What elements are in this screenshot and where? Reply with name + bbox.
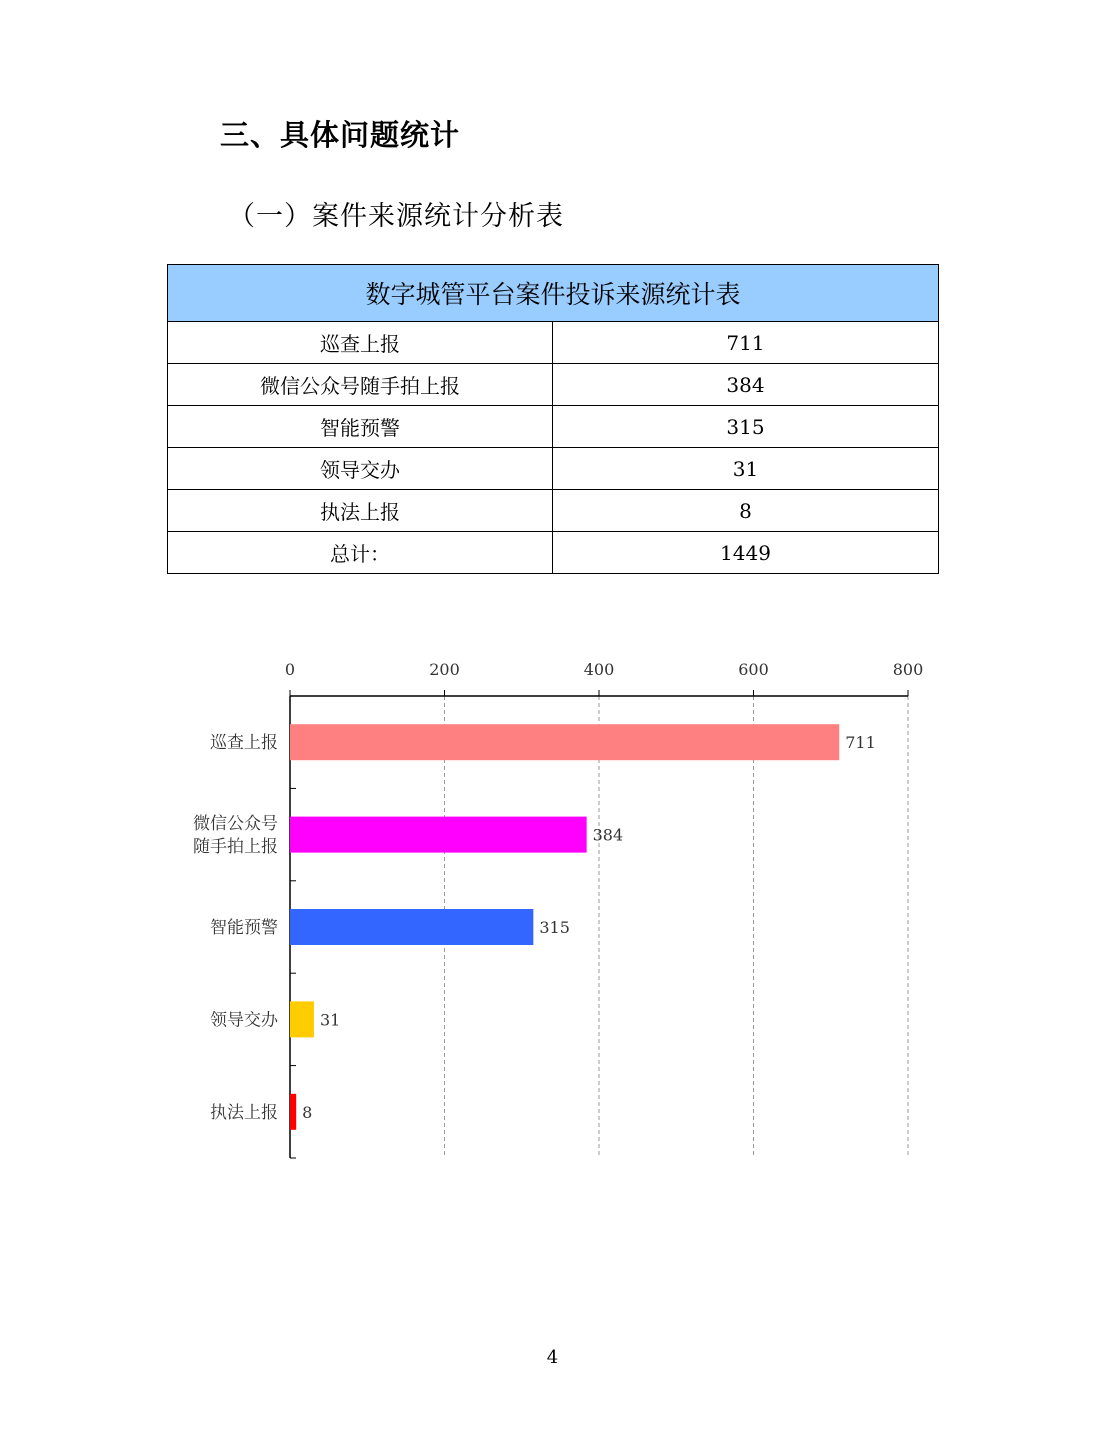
page-number: 4: [546, 1347, 559, 1368]
count-cell: 31: [553, 448, 939, 490]
bar-value-label: 711: [845, 733, 876, 753]
x-tick-label: 0: [284, 660, 296, 679]
total-value-cell: 1449: [553, 532, 939, 574]
count-cell: 384: [553, 364, 939, 406]
count-cell: 711: [553, 322, 939, 364]
table-row: [168, 490, 939, 532]
bar: [290, 817, 587, 853]
table-row: [168, 406, 939, 448]
source-bar-chart: [160, 640, 960, 1180]
bar-value-label: 315: [539, 918, 570, 937]
category-label: 智能预警: [210, 918, 278, 938]
table-row: [168, 364, 939, 406]
bar-value-label: 31: [319, 1010, 341, 1030]
source-cell: 微信公众号随手拍上报: [168, 364, 553, 406]
category-label: 巡查上报: [210, 733, 278, 754]
category-label: 领导交办: [210, 1010, 278, 1031]
count-cell: 315: [553, 406, 939, 448]
bar: [290, 1001, 314, 1037]
total-label-cell: 总计：: [168, 532, 553, 574]
x-tick-label: 600: [738, 660, 769, 679]
table-row: [168, 448, 939, 490]
x-tick-label: 200: [429, 660, 460, 679]
bar: [290, 1094, 296, 1130]
table-title: 数字城管平台案件投诉来源统计表: [168, 265, 939, 322]
source-cell: 执法上报: [168, 490, 553, 532]
source-cell: 智能预警: [168, 406, 553, 448]
category-label: 微信公众号: [193, 814, 278, 835]
x-tick-label: 400: [583, 660, 615, 679]
bar-value-label: 384: [592, 825, 624, 845]
bar: [290, 909, 533, 945]
bar: [290, 724, 839, 760]
category-label: 随手拍上报: [193, 837, 278, 858]
count-cell: 8: [553, 490, 939, 532]
source-table: [167, 264, 939, 574]
source-cell: 巡查上报: [168, 322, 553, 364]
section-heading: 三、具体问题统计: [220, 118, 461, 152]
bar-value-label: 8: [302, 1102, 313, 1122]
category-label: 执法上报: [210, 1102, 278, 1123]
x-tick-label: 800: [892, 660, 924, 679]
source-cell: 领导交办: [168, 448, 553, 490]
table-row: [168, 322, 939, 364]
table-total-row: [168, 532, 939, 574]
subsection-heading: （一）案件来源统计分析表: [228, 201, 564, 232]
